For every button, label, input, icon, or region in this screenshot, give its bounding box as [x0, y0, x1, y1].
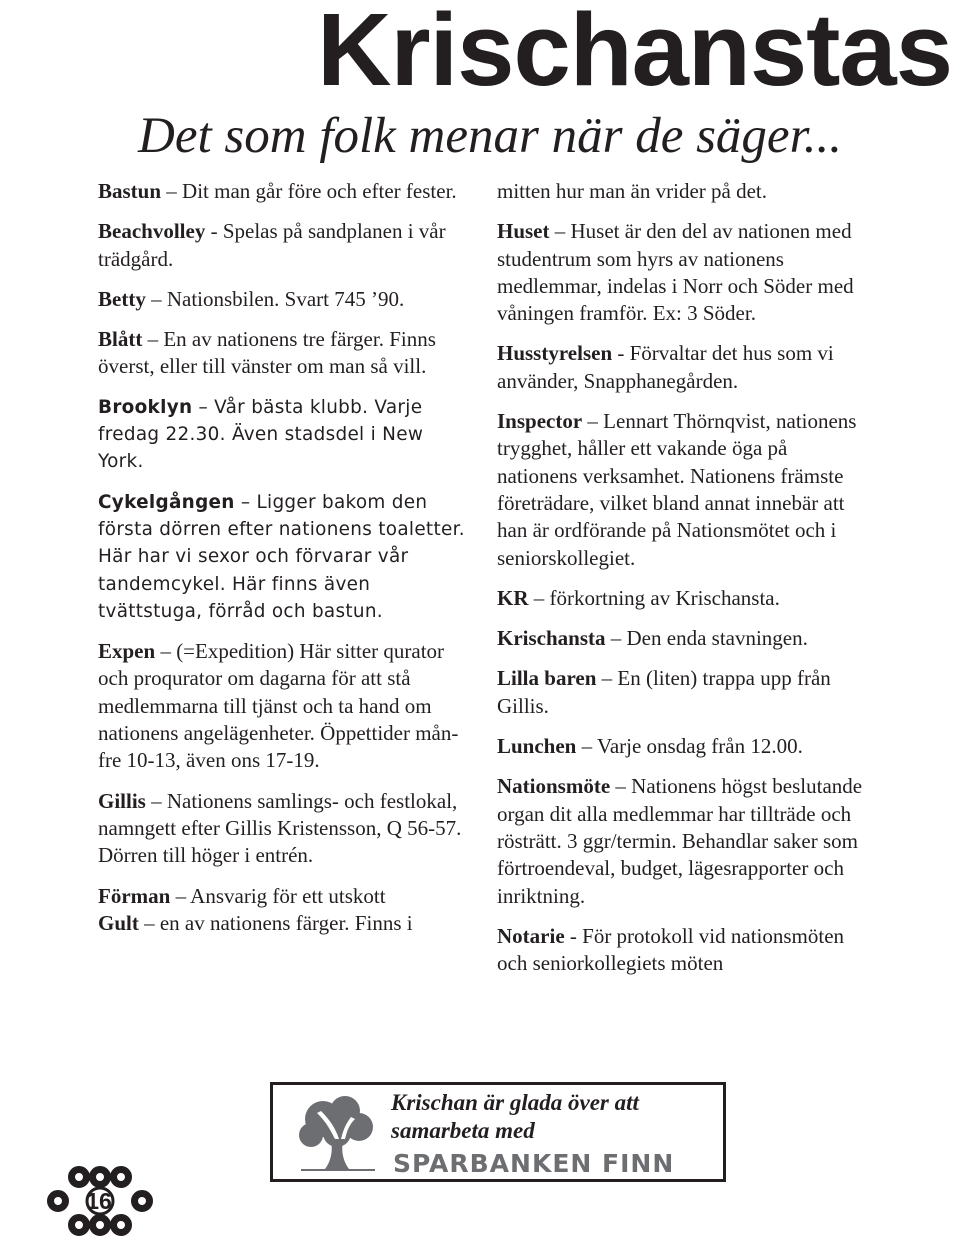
- left-column: [98, 178, 470, 937]
- entry-term: Blått: [98, 327, 143, 352]
- glossary-entry-huset: [497, 218, 869, 327]
- glossary-entry-expen: [98, 638, 470, 774]
- sponsor-line-1: Krischan är glada över att: [391, 1090, 639, 1115]
- glossary-entry-kr: [497, 585, 869, 612]
- entry-term: Bastun: [98, 179, 162, 203]
- glossary-entry-lilla-baren: [497, 665, 869, 720]
- entry-term: Huset: [497, 219, 550, 244]
- glossary-entry-gult: [98, 910, 470, 937]
- entry-definition: – förkortning av Krischansta.: [528, 585, 780, 610]
- entry-term: Husstyrelsen: [497, 341, 613, 366]
- glossary-entry-husstyrelsen: [497, 340, 869, 395]
- glossary-entry-cykelgangen: [98, 489, 470, 625]
- glossary-entry-blatt: [98, 326, 470, 381]
- entry-definition: - Förvaltar det hus som vi använder, Snapphanegården.: [497, 341, 834, 393]
- entry-term: Gillis: [98, 788, 146, 813]
- entry-definition: – En (liten) trappa upp från Gillis.: [497, 666, 831, 718]
- entry-definition: – Vår bästa klubb. Varje fredag 22.30. Även stadsdel i New York.: [98, 396, 424, 473]
- entry-term: Inspector: [497, 409, 583, 434]
- glossary-entry-nationsmote: [497, 773, 869, 909]
- glossary-entry-inspector: [497, 408, 869, 572]
- glossary-entry-krischansta: [497, 625, 869, 652]
- entry-term: Betty: [98, 286, 146, 311]
- entry-term: Lunchen: [497, 734, 577, 759]
- entry-definition: – Nationens högst beslutande organ dit alla medlemmar har tillträde och rösträtt. 3 ggr/termin. Behandlar saker som förtroendeval, budget, lägesrapporter och inriktning.: [497, 774, 863, 908]
- right-column: [497, 178, 869, 977]
- entry-definition: – Nationsbilen. Svart 745 ’90.: [145, 286, 405, 311]
- glossary-entry-brooklyn: [98, 394, 470, 476]
- entry-definition: – Dit man går före och efter fester.: [161, 179, 457, 203]
- glossary-entry-beachvolley: [98, 218, 470, 273]
- entry-definition: – Varje onsdag från 12.00.: [576, 734, 803, 759]
- entry-definition: – En av nationens tre färger. Finns överst, eller till vänster om man så vill.: [98, 327, 436, 379]
- entry-term: Cykelgången: [98, 491, 235, 513]
- entry-term: Expen: [98, 639, 156, 664]
- entry-term: KR: [497, 585, 529, 610]
- glossary-entry-betty: [98, 286, 470, 313]
- page-subtitle: Det som folk menar när de säger...: [138, 108, 843, 164]
- entry-definition: - Spelas på sandplanen i vår trädgård.: [98, 219, 446, 271]
- entry-term: Gult: [98, 910, 139, 935]
- entry-definition: – Lennart Thörnqvist, nationens trygghet, håller ett vakande öga på nationens verksamhet. Nationens främste företrädare, vilket bland annat innebär att han är ordförande på Nationsmötet och i seniorskollegiet.: [497, 409, 857, 570]
- entry-definition: – Ansvarig för ett utskott: [170, 883, 386, 908]
- glossary-continuation: mitten hur man än vrider på det.: [497, 179, 767, 203]
- glossary-entry-notarie: [497, 923, 869, 978]
- sponsor-box: [270, 1082, 726, 1182]
- entry-term: Förman: [98, 883, 171, 908]
- entry-definition: – (=Expedition) Här sitter qurator och proqurator om dagarna för att stå medlemmarna till tjänst och ta hand om nationens angelägenheter. Öppettider mån-fre 10-13, även ons 17-19.: [98, 639, 459, 773]
- entry-definition: – Den enda stavningen.: [605, 626, 808, 651]
- glossary-entry-gillis: [98, 788, 470, 870]
- entry-definition: – en av nationens färger. Finns i: [138, 910, 413, 935]
- entry-definition: - För protokoll vid nationsmöten och seniorkollegiets möten: [497, 923, 845, 976]
- entry-definition: – Huset är den del av nationen med studentrum som hyrs av nationens medlemmar, indelas i Norr och Söder med våningen framför. Ex: 3 Söder.: [497, 219, 854, 326]
- page-title: Krischanstas: [317, 0, 952, 107]
- entry-term: Krischansta: [497, 626, 606, 651]
- entry-term: Brooklyn: [98, 396, 193, 418]
- sponsor-message: [391, 1089, 639, 1145]
- entry-definition: – Ligger bakom den första dörren efter nationens toaletter. Här har vi sexor och förvarar vår tandemcykel. Här finns även tvättstuga, förråd och bastun.: [98, 491, 465, 622]
- entry-definition: – Nationens samlings- och festlokal, namngett efter Gillis Kristensson, Q 56-57. Dörren till höger i entrén.: [98, 788, 462, 868]
- sponsor-line-2: samarbeta med: [391, 1118, 535, 1143]
- glossary-entry-bastun: [98, 178, 470, 205]
- page-number: 16: [86, 1188, 112, 1214]
- glossary-entry-lunchen: [497, 733, 869, 760]
- entry-term: Lilla baren: [497, 666, 597, 691]
- entry-term: Notarie: [497, 923, 565, 948]
- entry-term: Beachvolley: [98, 219, 206, 244]
- entry-term: Nationsmöte: [497, 774, 611, 799]
- tree-logo-icon: [295, 1095, 381, 1171]
- bank-name: SPARBANKEN FINN: [393, 1149, 675, 1178]
- glossary-entry-forman: [98, 883, 470, 910]
